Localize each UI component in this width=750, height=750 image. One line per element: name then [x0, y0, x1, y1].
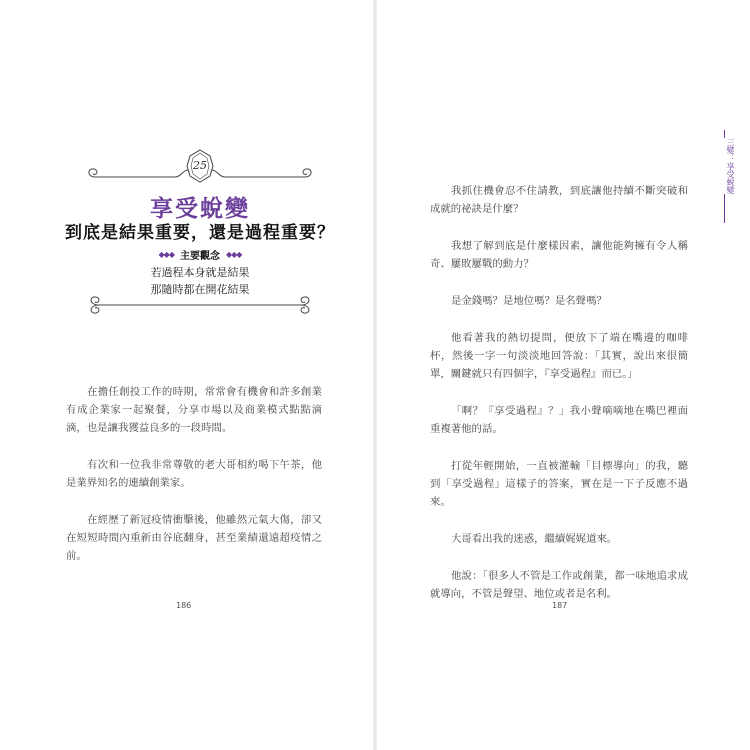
left-body-text — [66, 383, 322, 584]
paragraph: 我想了解到底是什麼樣因素，讓他能夠擁有令人稱奇、屢敗屢戰的動力？ — [430, 240, 688, 270]
paragraph: 大哥看出我的迷惑，繼續娓娓道來。 — [451, 533, 618, 545]
paragraph: 他看著我的熱切提問，便放下了端在嘴邊的咖啡杯，然後一字一句淡淡地回答說：「其實，說出來很簡單，關鍵就只有四個字，『享受過程』而已。」 — [430, 332, 688, 380]
paragraph: 打從年輕開始，一直被灌輸「目標導向」的我，聽到「享受過程」這樣子的答案，實在是一下子反應不過來。 — [430, 460, 688, 508]
paragraph: 在擔任創投工作的時期，常常會有機會和許多創業有成企業家一起聚餐，分享市場以及商業模式點點滴滴，也是讓我獲益良多的一段時間。 — [66, 386, 322, 434]
paragraph: 我抓住機會忍不住請教，到底讓他持續不斷突破和成就的祕訣是什麼？ — [430, 185, 688, 215]
chapter-number: 25 — [193, 159, 207, 172]
paragraph: 他說：「很多人不管是工作或創業，都一味地追求成就導向，不管是聲望、地位或者是名利。 — [430, 570, 688, 600]
key-concept-text: 主要觀念 — [180, 250, 220, 262]
section-side-tab — [715, 130, 735, 225]
diamond-icon: ◆◆◆ — [226, 249, 242, 259]
paragraph: 有次和一位我非常尊敬的老大哥相約喝下午茶，他是業界知名的連續創業家。 — [66, 459, 322, 489]
key-concept-label — [140, 247, 260, 261]
paragraph: 在經歷了新冠疫情衝擊後，他雖然元氣大傷，卻又在短短時間內重新由谷底翻身，甚至業績還遠超疫情之前。 — [66, 514, 322, 562]
paragraph: 「啊？『享受過程』？」我小聲嘀嘀地在嘴巴裡面重複著他的話。 — [430, 405, 688, 435]
key-concept-line: 若過程本身就是結果 — [150, 266, 250, 279]
key-concept-line: 那隨時都在開花結果 — [150, 283, 250, 296]
chapter-subtitle: 到底是結果重要，還是過程重要？ — [65, 223, 335, 243]
page-number-right: 187 — [552, 601, 568, 610]
diamond-icon: ◆◆◆ — [158, 249, 174, 259]
page-number-left: 186 — [176, 601, 192, 610]
right-page — [375, 0, 750, 750]
bottom-flourish-ornament — [85, 293, 315, 317]
chapter-title: 享受蛻變 — [150, 195, 250, 222]
section-tab-label: 三變：享受蛻變 — [715, 138, 735, 194]
right-body-text — [430, 182, 688, 622]
paragraph: 是金錢嗎？是地位嗎？是名聲嗎？ — [451, 295, 607, 307]
